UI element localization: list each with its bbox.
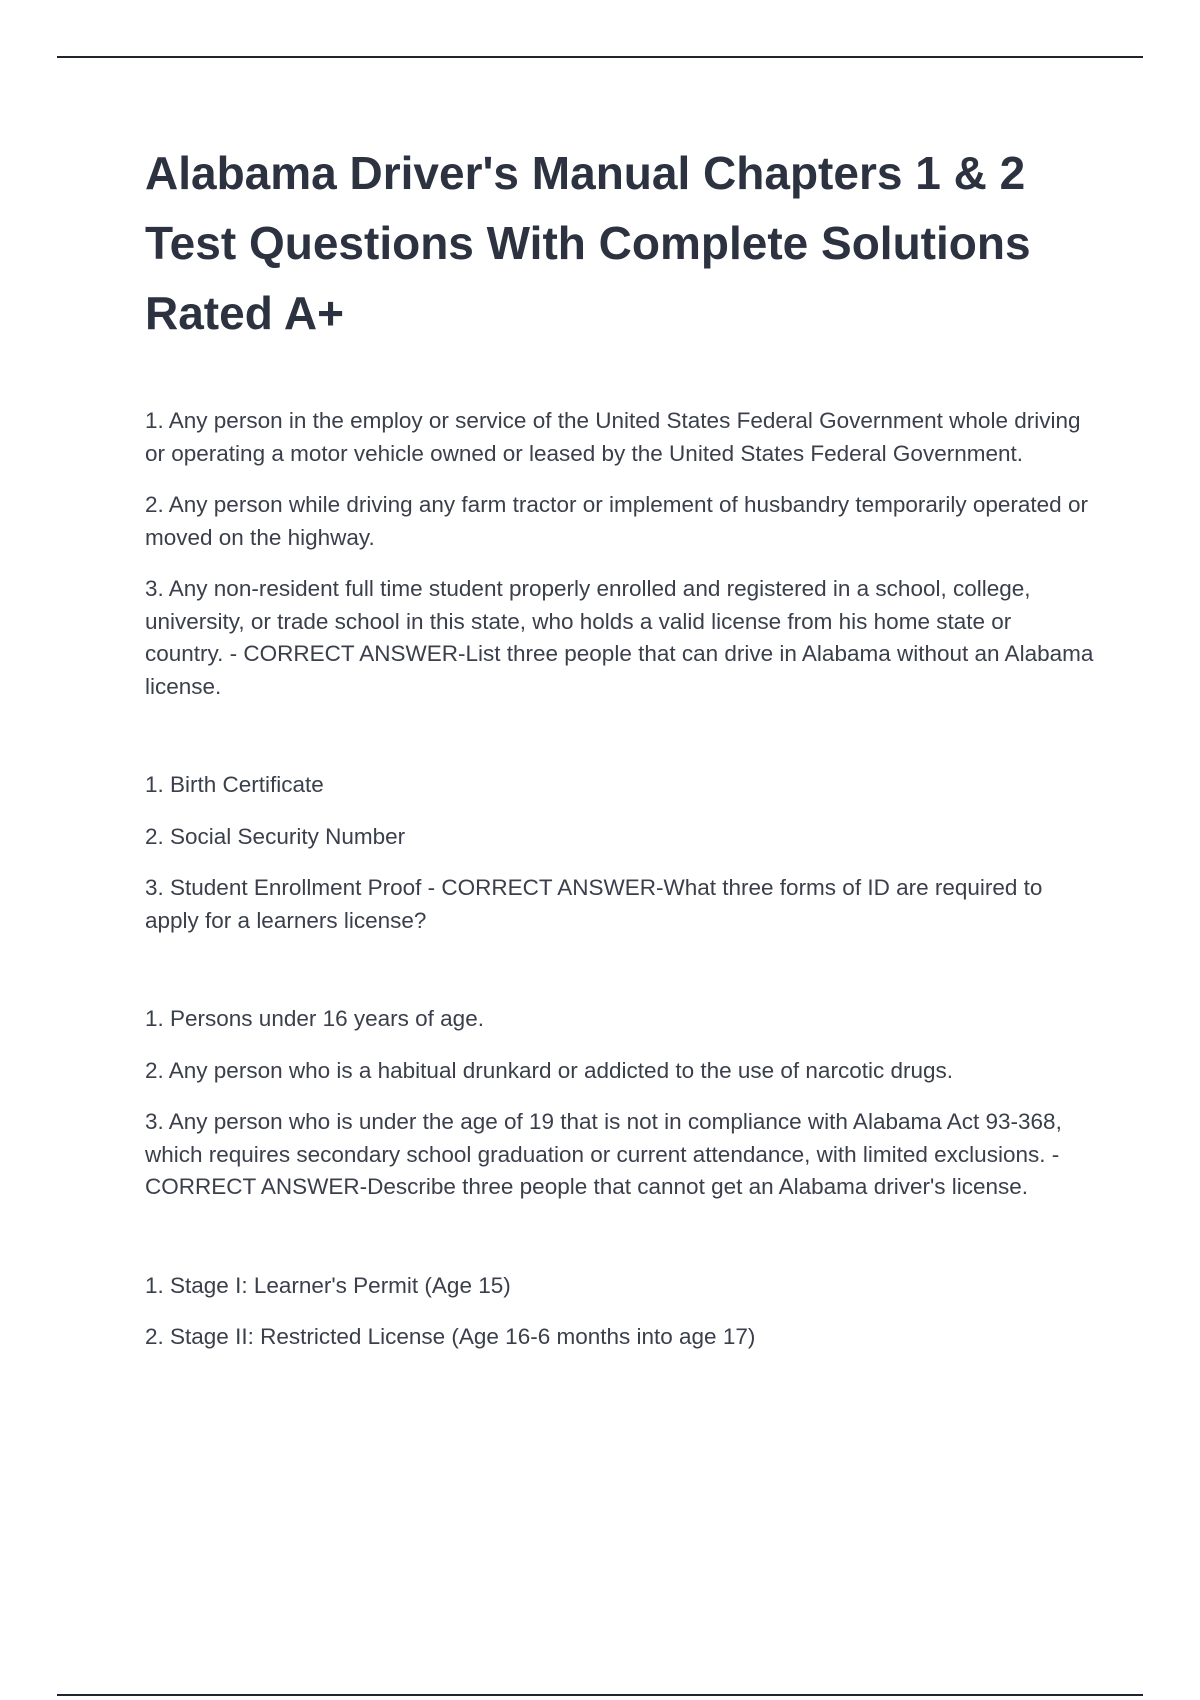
- qa-block-2: [145, 769, 1095, 937]
- qa-line: 1. Any person in the employ or service of the United States Federal Government whole driving or operating a motor vehicle owned or leased by the United States Federal Government.: [145, 408, 1081, 466]
- qa-line: 3. Student Enrollment Proof - CORRECT ANSWER-What three forms of ID are required to apply for a learners license?: [145, 875, 1043, 933]
- bottom-rule: [57, 1694, 1143, 1696]
- qa-line: 3. Any non-resident full time student properly enrolled and registered in a school, college, university, or trade school in this state, who holds a valid license from his home state or country. - CORRECT ANSWER-List three people that can drive in Alabama without an Alabama license.: [145, 576, 1094, 699]
- qa-line: 2. Any person who is a habitual drunkard or addicted to the use of narcotic drugs.: [145, 1057, 953, 1083]
- top-rule: [57, 56, 1143, 58]
- qa-line: 1. Birth Certificate: [145, 772, 324, 797]
- document-title: Alabama Driver's Manual Chapters 1 & 2 Test Questions With Complete Solutions Rated A+: [145, 147, 1031, 339]
- qa-line: 1. Persons under 16 years of age.: [145, 1006, 484, 1031]
- qa-block-1: [145, 405, 1095, 703]
- qa-line: 1. Stage I: Learner's Permit (Age 15): [145, 1272, 511, 1298]
- qa-block-3: [145, 1003, 1095, 1204]
- qa-block-4: [145, 1270, 1095, 1354]
- qa-list: [145, 405, 1095, 1354]
- qa-line: 2. Stage II: Restricted License (Age 16-6 months into age 17): [145, 1324, 756, 1349]
- qa-line: 2. Any person while driving any farm tractor or implement of husbandry temporarily operated or moved on the highway.: [145, 492, 1088, 550]
- qa-line: 2. Social Security Number: [145, 823, 406, 849]
- document-body: [145, 138, 1095, 1420]
- qa-line: 3. Any person who is under the age of 19 that is not in compliance with Alabama Act 93-368, which requires secondary school graduation or current attendance, with limited exclusions. - CORRECT ANSWER-Describe three people that cannot get an Alabama driver's license.: [145, 1109, 1062, 1199]
